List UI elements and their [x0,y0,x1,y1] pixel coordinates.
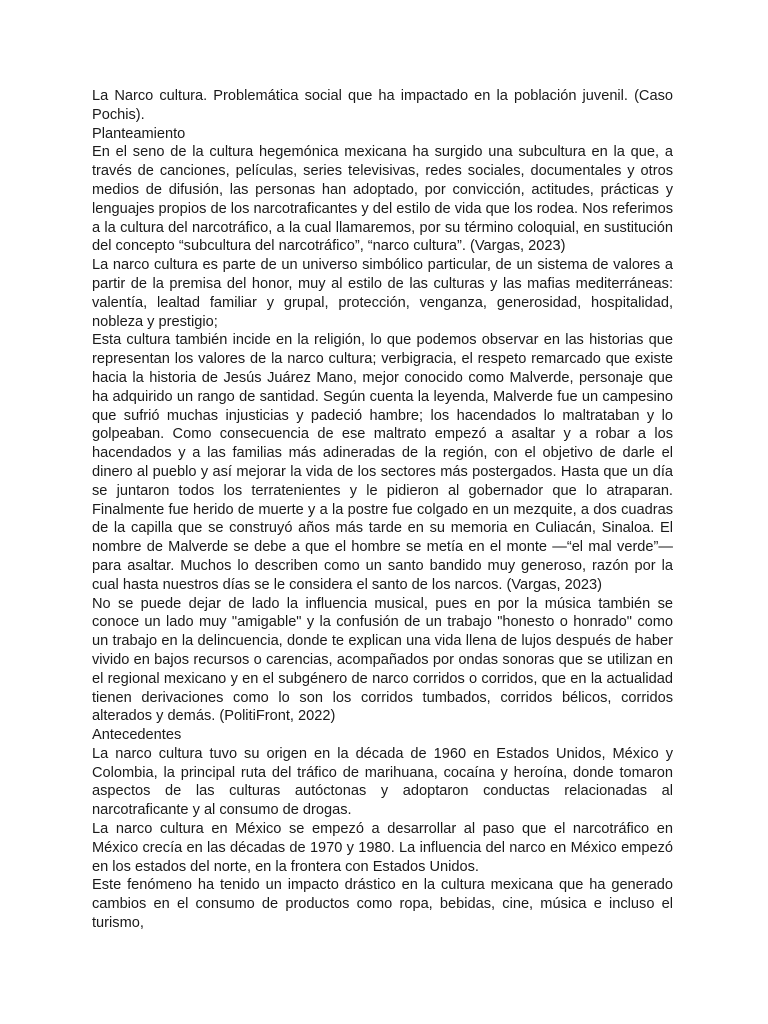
paragraph: No se puede dejar de lado la influencia musical, pues en por la música también se conoce un lado muy "amigable" y la confusión de un trabajo "honesto o honrado" como un trabajo en la delincuencia, donde te explican una vida llena de lujos después de haber vivido en bajos recursos o carencias, acompañados por ondas sonoras que se utilizan en el regional mexicano y en el subgénero de narco corridos o corridos, que en la actualidad tienen derivaciones como lo son los corridos tumbados, corridos bélicos, corridos alterados y demás. (PolitiFront, 2022) [92,595,673,725]
paragraph: En el seno de la cultura hegemónica mexicana ha surgido una subcultura en la que, a través de canciones, películas, series televisivas, redes sociales, documentales y otros medios de difusión, las personas han adoptado, por convicción, actitudes, prácticas y lenguajes propios de los narcotraficantes y del estilo de vida que los rodea. Nos referimos a la cultura del narcotráfico, a la cual llamaremos, por su término coloquial, en sustitución del concepto “subcultura del narcotráfico”, “narco cultura”. (Vargas, 2023) [92,144,673,255]
paragraph: La narco cultura tuvo su origen en la década de 1960 en Estados Unidos, México y Colombia, la principal ruta del tráfico de marihuana, cocaína y heroína, donde tomaron aspectos de las culturas autóctonas y adoptaron conductas relacionadas al narcotraficante y al consumo de drogas. [92,745,673,819]
section-heading-planteamiento: Planteamiento [92,125,186,142]
section-heading-antecedentes: Antecedentes [92,727,182,744]
paragraph: Esta cultura también incide en la religión, lo que podemos observar en las historias que representan los valores de la narco cultura; verbigracia, el respeto remarcado que existe hacia la historia de Jesús Juárez Mano, mejor conocido como Malverde, personaje que ha adquirido un rango de santidad. Según cuenta la leyenda, Malverde fue un campesino que sufrió muchas injusticias y padeció hambre; los hacendados lo maltrataban y lo golpeaban. Como consecuencia de ese maltrato empezó a asaltar y a robar a los hacendados y a las familias más adineradas de la región, con el objetivo de darle el dinero al pueblo y así mejorar la vida de los sectores más postergados. Hasta que un día se juntaron todos los terratenientes y le pidieron al gobernador que lo atraparan. Finalmente fue herido de muerte y a la postre fue colgado en un mezquite, a dos cuadras de la capilla que se construyó años más tarde en su memoria en Culiacán, Sinaloa. El nombre de Malverde se debe a que el hombre se metía en el monte —“el mal verde”— para asaltar. Muchos lo describen como un santo bandido muy generoso, razón por la cual hasta nuestros días se le considera el santo de los narcos. (Vargas, 2023) [92,332,673,593]
paragraph: Este fenómeno ha tenido un impacto drástico en la cultura mexicana que ha generado cambios en el consumo de productos como ropa, bebidas, cine, música e incluso el turismo, [92,877,673,932]
paragraph: La narco cultura es parte de un universo simbólico particular, de un sistema de valores a partir de la premisa del honor, muy al estilo de las culturas y las mafias mediterráneas: valentía, lealtad familiar y grupal, protección, venganza, generosidad, hospitalidad, nobleza y prestigio; [92,257,673,330]
document-title: La Narco cultura. Problemática social que ha impactado en la población juvenil. (Caso Pochis). [92,88,673,123]
paragraph: La narco cultura en México se empezó a desarrollar al paso que el narcotráfico en México crecía en las décadas de 1970 y 1980. La influencia del narco en México empezó en los estados del norte, en la frontera con Estados Unidos. [92,821,673,875]
document-body [92,87,673,933]
